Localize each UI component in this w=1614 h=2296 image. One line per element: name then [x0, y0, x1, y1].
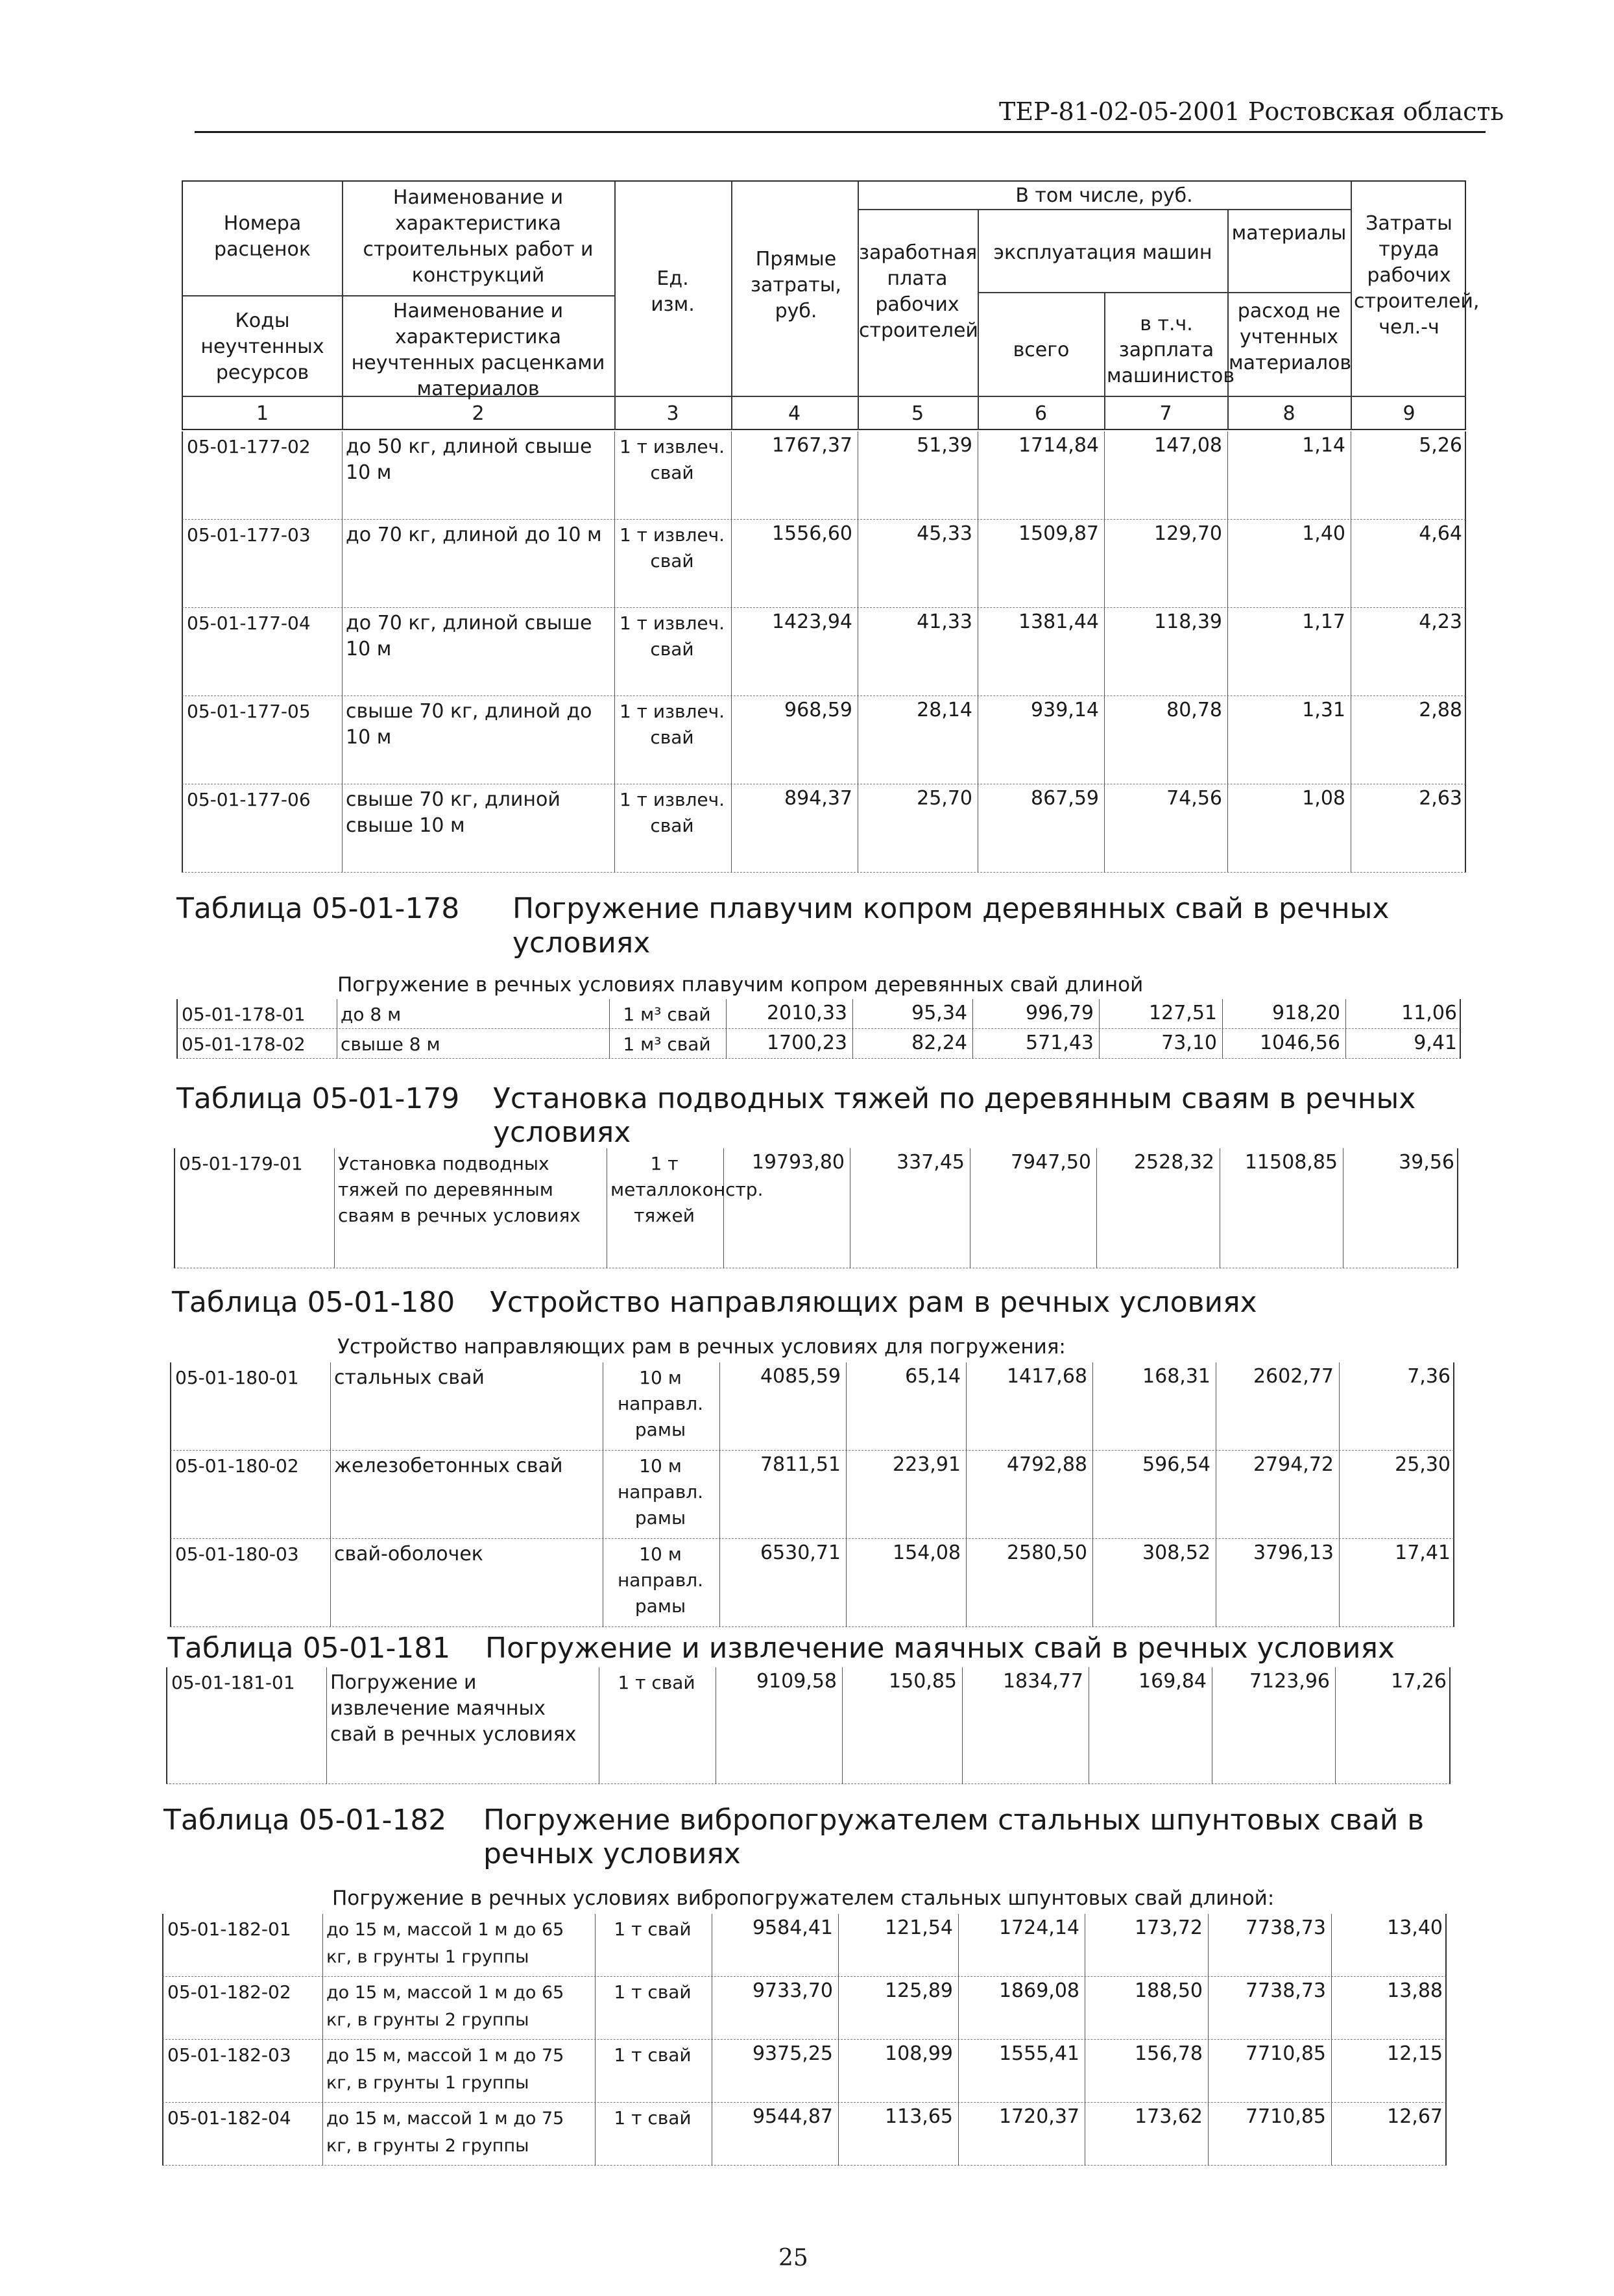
- row-unit: 1 т свай: [618, 1672, 695, 1693]
- row-machines-total: 1720,37: [998, 2105, 1079, 2128]
- table-179-title-cont: условиях: [493, 1116, 631, 1149]
- row-unit: 1 т извлеч. свай: [619, 701, 725, 748]
- table-row: [182, 520, 1466, 608]
- row-name: Установка подводных тяжей по деревянным сваям в речных условиях: [338, 1153, 581, 1226]
- row-wages: 337,45: [897, 1151, 965, 1174]
- row-code: 05-01-180-03: [175, 1543, 299, 1565]
- row-labor: 4,23: [1419, 610, 1462, 633]
- row-machines-total: 1714,84: [1018, 434, 1099, 457]
- header-direct-costs: Прямые затраты, руб.: [751, 248, 841, 322]
- row-machines-total: 1834,77: [1002, 1670, 1083, 1693]
- row-machines-wages: 129,70: [1154, 522, 1222, 545]
- row-unit: 1 т свай: [614, 2107, 692, 2129]
- table-row: [170, 1451, 1454, 1539]
- table-row: [162, 1977, 1447, 2040]
- header-resource-name: Наименование и характеристика неучтенных расценками материалов: [351, 300, 605, 400]
- row-machines-total: 2580,50: [1006, 1541, 1087, 1564]
- row-direct-costs: 968,59: [784, 699, 852, 721]
- row-machines-wages: 173,72: [1135, 1916, 1203, 1939]
- row-materials: 1,17: [1302, 610, 1345, 633]
- header-including: В том числе, руб.: [1015, 184, 1193, 207]
- row-unit: 10 м направл. рамы: [617, 1367, 703, 1440]
- row-wages: 108,99: [885, 2042, 953, 2065]
- row-wages: 41,33: [917, 610, 972, 633]
- column-header: [182, 180, 1480, 430]
- header-unit: Ед. изм.: [651, 267, 695, 316]
- row-wages: 45,33: [917, 522, 972, 545]
- row-direct-costs: 2010,33: [766, 1002, 847, 1024]
- row-unit: 1 м³ свай: [623, 1033, 711, 1055]
- row-machines-total: 939,14: [1031, 699, 1099, 721]
- header-materials: материалы: [1231, 222, 1347, 245]
- row-machines-wages: 596,54: [1142, 1453, 1210, 1476]
- row-direct-costs: 1423,94: [771, 610, 852, 633]
- row-unit: 1 м³ свай: [623, 1004, 711, 1025]
- row-direct-costs: 894,37: [784, 787, 852, 810]
- row-machines-total: 7947,50: [1010, 1151, 1091, 1174]
- row-name: Погружение и извлечение маячных свай в речных условиях: [330, 1671, 577, 1746]
- row-name: до 70 кг, длиной до 10 м: [346, 524, 602, 546]
- row-materials: 918,20: [1272, 1002, 1340, 1024]
- row-unit: 1 т извлеч. свай: [619, 789, 725, 836]
- row-unit: 10 м направл. рамы: [617, 1543, 703, 1617]
- row-code: 05-01-180-02: [175, 1455, 299, 1477]
- row-materials: 11508,85: [1244, 1151, 1338, 1174]
- row-name: до 15 м, массой 1 м до 75 кг, в грунты 1 группы: [326, 2046, 564, 2093]
- table-row: [170, 1362, 1454, 1451]
- row-code: 05-01-182-01: [167, 1918, 291, 1940]
- row-name: свыше 8 м: [341, 1033, 440, 1055]
- table-row: [182, 784, 1466, 873]
- row-labor: 39,56: [1399, 1151, 1454, 1174]
- row-wages: 223,91: [893, 1453, 961, 1476]
- row-direct-costs: 1556,60: [771, 522, 852, 545]
- table-178-subhead: Погружение в речных условиях плавучим копром деревянных свай длиной: [337, 973, 1144, 997]
- table-row: [166, 1667, 1451, 1784]
- row-code: 05-01-177-04: [187, 612, 311, 634]
- table-row: [170, 1539, 1454, 1627]
- row-direct-costs: 9109,58: [756, 1670, 837, 1693]
- row-labor: 5,26: [1419, 434, 1462, 457]
- row-labor: 17,26: [1391, 1670, 1447, 1693]
- row-wages: 51,39: [917, 434, 972, 457]
- row-machines-wages: 73,10: [1161, 1032, 1217, 1054]
- row-direct-costs: 9544,87: [752, 2105, 833, 2128]
- row-materials: 7738,73: [1245, 1979, 1326, 2002]
- table-182-title-cont: речных условиях: [483, 1837, 741, 1870]
- row-name: свыше 70 кг, длиной до 10 м: [346, 700, 592, 749]
- header-machines-total: всего: [1013, 339, 1070, 361]
- row-machines-wages: 168,31: [1142, 1365, 1210, 1388]
- row-labor: 17,41: [1395, 1541, 1451, 1564]
- row-materials: 2794,72: [1253, 1453, 1334, 1476]
- row-unit: 10 м направл. рамы: [617, 1455, 703, 1529]
- row-machines-wages: 188,50: [1135, 1979, 1203, 2002]
- row-machines-total: 1509,87: [1018, 522, 1099, 545]
- header-material-usage: расход не учтенных материалов: [1229, 300, 1352, 374]
- row-materials: 7710,85: [1245, 2042, 1326, 2065]
- row-machines-total: 996,79: [1026, 1002, 1094, 1024]
- document-header: ТЕР-81-02-05-2001 Ростовская область: [999, 97, 1504, 126]
- row-unit: 1 т извлеч. свай: [619, 612, 725, 660]
- row-machines-total: 1724,14: [998, 1916, 1079, 1939]
- row-name: до 15 м, массой 1 м до 65 кг, в грунты 1 группы: [326, 1920, 564, 1967]
- row-unit: 1 т извлеч. свай: [619, 524, 725, 572]
- header-machines: эксплуатация машин: [993, 241, 1212, 264]
- row-machines-total: 867,59: [1031, 787, 1099, 810]
- row-materials: 3796,13: [1253, 1541, 1334, 1564]
- row-labor: 9,41: [1414, 1032, 1457, 1054]
- row-unit: 1 т свай: [614, 1918, 692, 1940]
- row-machines-total: 1417,68: [1006, 1365, 1087, 1388]
- row-wages: 154,08: [893, 1541, 961, 1564]
- row-code: 05-01-178-02: [182, 1033, 306, 1055]
- table-180-label: Таблица 05-01-180: [172, 1286, 455, 1319]
- table-row: [176, 1029, 1461, 1059]
- table-182-subhead: Погружение в речных условиях вибропогружателем стальных шпунтовых свай длиной:: [332, 1887, 1275, 1910]
- table-181-label: Таблица 05-01-181: [167, 1632, 451, 1665]
- row-wages: 150,85: [889, 1670, 957, 1693]
- header-machines-wages: в т.ч. зарплата машинистов: [1107, 313, 1235, 387]
- row-name: свыше 70 кг, длиной свыше 10 м: [346, 788, 560, 837]
- row-materials: 1,14: [1302, 434, 1345, 457]
- row-machines-wages: 308,52: [1142, 1541, 1210, 1564]
- row-direct-costs: 6530,71: [760, 1541, 841, 1564]
- row-name: до 50 кг, длиной свыше 10 м: [346, 435, 592, 484]
- table-row: [176, 999, 1461, 1029]
- row-wages: 95,34: [911, 1002, 967, 1024]
- row-code: 05-01-178-01: [182, 1004, 306, 1025]
- row-machines-total: 1869,08: [998, 1979, 1079, 2002]
- header-wages: заработная плата рабочих строителей: [859, 241, 978, 342]
- table-178-title-cont: условиях: [512, 926, 651, 960]
- row-wages: 28,14: [917, 699, 972, 721]
- table-179-title: Установка подводных тяжей по деревянным сваям в речных: [493, 1082, 1416, 1115]
- row-materials: 7710,85: [1245, 2105, 1326, 2128]
- table-180-title: Устройство направляющих рам в речных условиях: [490, 1286, 1257, 1319]
- row-direct-costs: 9584,41: [752, 1916, 833, 1939]
- row-labor: 12,67: [1387, 2105, 1443, 2128]
- row-machines-wages: 127,51: [1149, 1002, 1217, 1024]
- row-code: 05-01-177-03: [187, 524, 311, 546]
- col-number: 1: [256, 402, 269, 425]
- row-code: 05-01-181-01: [171, 1672, 295, 1693]
- row-direct-costs: 1767,37: [771, 434, 852, 457]
- row-machines-total: 1381,44: [1018, 610, 1099, 633]
- row-code: 05-01-179-01: [179, 1153, 303, 1174]
- row-materials: 1,40: [1302, 522, 1345, 545]
- row-wages: 125,89: [885, 1979, 953, 2002]
- table-181-title: Погружение и извлечение маячных свай в речных условиях: [485, 1632, 1395, 1665]
- row-labor: 13,40: [1387, 1916, 1443, 1939]
- row-labor: 4,64: [1419, 522, 1462, 545]
- table-row: [162, 2040, 1447, 2103]
- table-row: [182, 431, 1466, 520]
- header-labor: Затраты труда рабочих строителей, чел.-ч: [1354, 212, 1480, 339]
- table-row: [162, 1914, 1447, 1977]
- col-number: 9: [1403, 402, 1415, 425]
- table-182-label: Таблица 05-01-182: [163, 1804, 447, 1837]
- row-name: до 15 м, массой 1 м до 75 кг, в грунты 2 группы: [326, 2109, 564, 2156]
- row-code: 05-01-177-02: [187, 436, 311, 457]
- row-direct-costs: 19793,80: [751, 1151, 845, 1174]
- row-direct-costs: 9733,70: [752, 1979, 833, 2002]
- row-direct-costs: 1700,23: [766, 1032, 847, 1054]
- col-number: 2: [472, 402, 485, 425]
- table-row: [182, 696, 1466, 784]
- row-unit: 1 т свай: [614, 2044, 692, 2066]
- row-labor: 11,06: [1401, 1002, 1457, 1024]
- row-materials: 7738,73: [1245, 1916, 1326, 1939]
- row-labor: 2,88: [1419, 699, 1462, 721]
- row-machines-wages: 169,84: [1138, 1670, 1207, 1693]
- row-wages: 82,24: [911, 1032, 967, 1054]
- header-codes: Номера расценок: [214, 212, 311, 261]
- row-direct-costs: 4085,59: [760, 1365, 841, 1388]
- row-wages: 65,14: [905, 1365, 961, 1388]
- row-code: 05-01-177-06: [187, 789, 311, 810]
- row-machines-total: 571,43: [1026, 1032, 1094, 1054]
- col-number: 3: [666, 402, 679, 425]
- row-machines-wages: 147,08: [1154, 434, 1222, 457]
- col-number: 7: [1159, 402, 1172, 425]
- header-name: Наименование и характеристика строительных работ и конструкций: [363, 186, 594, 287]
- row-materials: 1,08: [1302, 787, 1345, 810]
- row-code: 05-01-180-01: [175, 1367, 299, 1388]
- row-code: 05-01-182-03: [167, 2044, 291, 2066]
- row-name: свай-оболочек: [334, 1543, 483, 1565]
- col-number: 4: [788, 402, 801, 425]
- row-code: 05-01-182-02: [167, 1981, 291, 2003]
- table-178-label: Таблица 05-01-178: [176, 892, 460, 925]
- table-row: [182, 608, 1466, 696]
- row-labor: 13,88: [1387, 1979, 1443, 2002]
- row-code: 05-01-177-05: [187, 701, 311, 722]
- col-number: 6: [1034, 402, 1048, 425]
- table-179-label: Таблица 05-01-179: [176, 1082, 460, 1115]
- row-materials: 7123,96: [1249, 1670, 1330, 1693]
- table-180-subhead: Устройство направляющих рам в речных условиях для погружения:: [337, 1335, 1066, 1359]
- row-labor: 7,36: [1407, 1365, 1451, 1388]
- row-name: до 8 м: [341, 1004, 402, 1025]
- row-direct-costs: 7811,51: [760, 1453, 841, 1476]
- row-wages: 121,54: [885, 1916, 953, 1939]
- table-178-title: Погружение плавучим копром деревянных свай в речных: [512, 892, 1390, 925]
- row-machines-wages: 156,78: [1135, 2042, 1203, 2065]
- row-code: 05-01-182-04: [167, 2107, 291, 2129]
- table-182-title: Погружение вибропогружателем стальных шпунтовых свай в: [483, 1804, 1425, 1837]
- row-wages: 25,70: [917, 787, 972, 810]
- row-labor: 12,15: [1387, 2042, 1443, 2065]
- row-unit: 1 т металлоконстр. тяжей: [610, 1153, 764, 1226]
- row-machines-total: 1555,41: [998, 2042, 1079, 2065]
- row-machines-wages: 118,39: [1154, 610, 1222, 633]
- row-machines-wages: 2528,32: [1133, 1151, 1214, 1174]
- row-direct-costs: 9375,25: [752, 2042, 833, 2065]
- header-resource-codes: Коды неучтенных ресурсов: [200, 309, 324, 384]
- row-materials: 1046,56: [1259, 1032, 1340, 1054]
- row-machines-wages: 80,78: [1166, 699, 1222, 721]
- row-machines-wages: 74,56: [1166, 787, 1222, 810]
- row-unit: 1 т свай: [614, 1981, 692, 2003]
- row-materials: 2602,77: [1253, 1365, 1334, 1388]
- table-row: [174, 1148, 1458, 1268]
- row-wages: 113,65: [885, 2105, 953, 2128]
- table-row: [162, 2103, 1447, 2166]
- col-number: 8: [1283, 402, 1295, 425]
- row-name: до 70 кг, длиной свыше 10 м: [346, 612, 592, 660]
- row-machines-wages: 173,62: [1135, 2105, 1203, 2128]
- row-unit: 1 т извлеч. свай: [619, 436, 725, 483]
- row-labor: 25,30: [1395, 1453, 1451, 1476]
- row-name: до 15 м, массой 1 м до 65 кг, в грунты 2 группы: [326, 1983, 564, 2030]
- row-materials: 1,31: [1302, 699, 1345, 721]
- page-number: 25: [778, 2245, 808, 2271]
- header-rule: [195, 131, 1486, 133]
- row-labor: 2,63: [1419, 787, 1462, 810]
- row-name: стальных свай: [334, 1366, 485, 1389]
- row-machines-total: 4792,88: [1006, 1453, 1087, 1476]
- row-name: железобетонных свай: [334, 1455, 563, 1477]
- col-number: 5: [911, 402, 924, 425]
